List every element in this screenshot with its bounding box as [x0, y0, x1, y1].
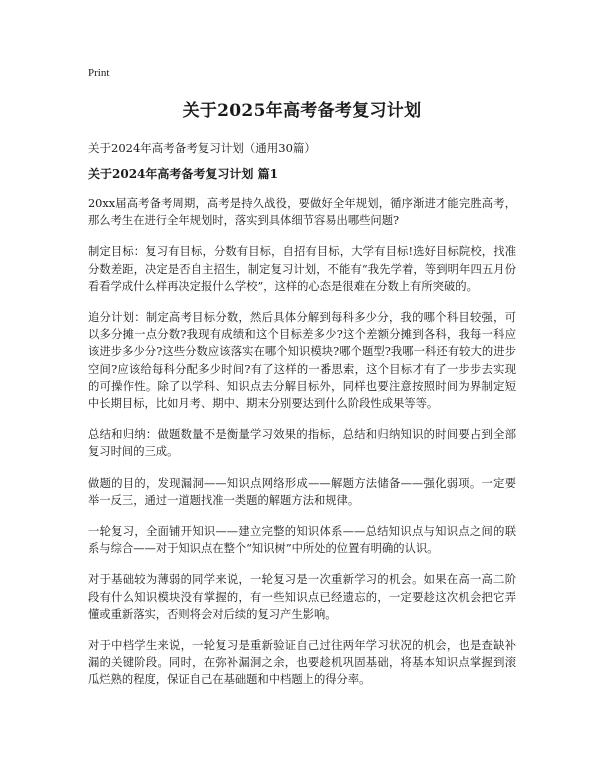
section-heading: 关于2024年高考备考复习计划 篇1: [88, 167, 278, 181]
document-subtitle: 关于2024年高考备考复习计划（通用30篇）: [88, 141, 316, 155]
print-label: Print: [88, 67, 110, 79]
paragraph-weak-students: 对于基础较为薄弱的同学来说，一轮复习是一次重新学习的机会。如果在高一高二阶段有什么知识模块没有掌握的，有一些知识点已经遗忘的，一定要趁这次机会把它弄懂或重新落实，否则将会对后续的复习产生影响。: [88, 573, 516, 621]
paragraph-set-goals: 制定目标：复习有目标，分数有目标，自招有目标，大学有目标!选好目标院校，找准分数差距，决定是否自主招生，制定复习计划，不能有“我先学着，等到明年四五月份看看学成什么样再决定报什么学校”，这样的心态是很难在分数上有所突破的。: [88, 245, 516, 293]
paragraph-summarize: 总结和归纳：做题数量不是衡量学习效果的指标，总结和归纳知识的时间要占到全部复习时间的三成。: [88, 428, 516, 459]
paragraph-intro: 20xx届高考备考周期，高考是持久战役，要做好全年规划，循序渐进才能完胜高考，那么考生在进行全年规划时，落实到具体细节容易出哪些问题?: [88, 197, 516, 228]
document-title: 关于2025年高考备考复习计划: [182, 101, 422, 121]
paragraph-first-review: 一轮复习，全面铺开知识——建立完整的知识体系——总结知识点与知识点之间的联系与综合——对于知识点在整个“知识树”中所处的位置有明确的认识。: [88, 525, 516, 556]
paragraph-mid-students: 对于中档学生来说，一轮复习是重新验证自己过往两年学习状况的机会，也是查缺补漏的关键阶段。同时，在弥补漏洞之余，也要趁机巩固基础，将基本知识点掌握到滚瓜烂熟的程度，保证自己在基础题和中档题上的得分率。: [88, 639, 516, 687]
document-page: [88, 66, 516, 703]
paragraph-score-plan: 追分计划：制定高考目标分数，然后具体分解到每科多少分，我的哪个科目较强，可以多分摊一点分数?我现有成绩和这个目标差多少?这个差额分摊到各科，我每一科应该进步多少分?这些分数应该落实在哪个知识模块?哪个题型?我哪一科还有较大的进步空间?应该给每科分配多少时间?有了这样的一番思索，这个目标才有了一步步去实现的可操作性。除了以学科、知识点去分解目标外，同样也要注意按照时间为界制定短中长期目标，比如月考、期中、期末分别要达到什么阶段性成果等等。: [88, 311, 516, 411]
paragraph-practice-purpose: 做题的目的，发现漏洞——知识点网络形成——解题方法储备——强化弱项。一定要举一反三，通过一道题找准一类题的解题方法和规律。: [88, 476, 516, 507]
